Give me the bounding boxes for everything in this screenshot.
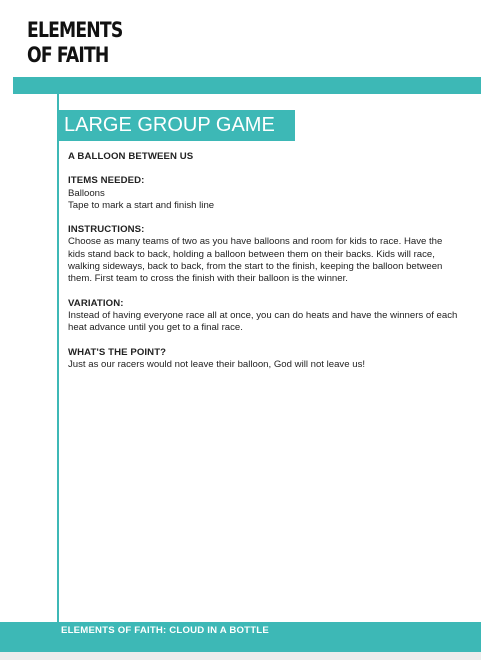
instructions-section (68, 224, 458, 285)
items-section (68, 175, 458, 212)
variation-heading: VARIATION: (68, 297, 124, 309)
game-title: A BALLOON BETWEEN US (68, 151, 194, 162)
game-content (68, 151, 458, 383)
logo-line-2: OF FAITH (27, 43, 109, 67)
instructions-text: Choose as many teams of two as you have balloons and room for kids to race. Have the kids stand back to back, holding a balloon between them on their backs. Kids will race, walking sideways, back to back, from the start to the finish, keeping the balloon between them. First team to cross the finish with their balloon is the winner. (68, 236, 443, 285)
left-rule (57, 94, 59, 622)
footer-text: ELEMENTS OF FAITH: CLOUD IN A BOTTLE (61, 625, 269, 636)
header-band (13, 77, 481, 94)
item-line: Balloons (68, 187, 105, 199)
variation-section (68, 298, 458, 335)
item-line: Tape to mark a start and finish line (68, 199, 215, 211)
point-text: Just as our racers would not leave their balloon, God will not leave us! (68, 358, 366, 370)
section-title: LARGE GROUP GAME (59, 110, 295, 141)
items-heading: ITEMS NEEDED: (68, 175, 145, 187)
logo-line-1: ELEMENTS (27, 18, 123, 42)
brand-logo (27, 18, 122, 68)
instructions-heading: INSTRUCTIONS: (68, 224, 145, 236)
point-section (68, 347, 458, 372)
point-heading: WHAT'S THE POINT? (68, 346, 167, 358)
variation-text: Instead of having everyone race all at once, you can do heats and have the winners of each heat advance until you get to a final race. (68, 309, 458, 334)
